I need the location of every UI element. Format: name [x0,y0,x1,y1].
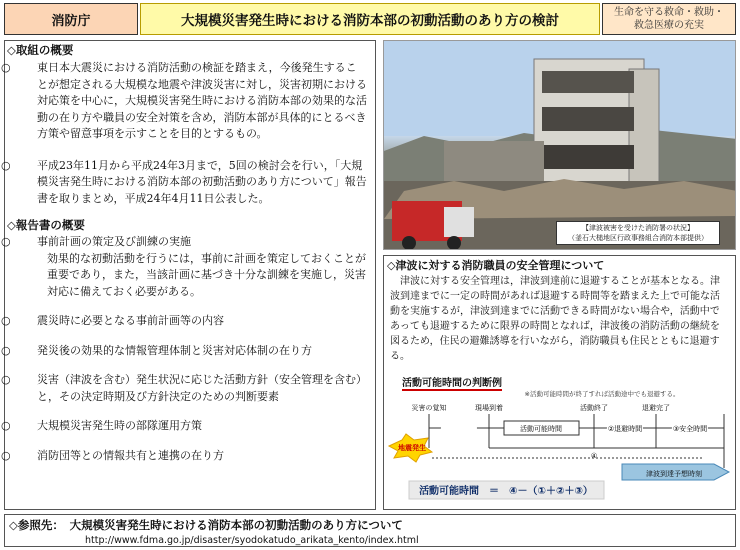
segment-label-3: ②退避時間 [607,425,643,433]
photo-caption [556,221,720,245]
reference-panel [4,514,736,547]
bullet-mark: ○ [1,419,11,432]
bullet-mark: ○ [1,235,11,248]
safety-heading: ◇津波に対する消防職員の安全管理について [387,259,605,272]
photo-illustration [384,41,736,250]
bullet-mark: ○ [1,448,11,462]
report-item-1-text: 事前計画の策定及び訓練の実施 [37,235,191,248]
segment-label-4: ③安全時間 [672,425,708,433]
damaged-fire-station-photo [383,40,736,250]
span-label: ④ [590,452,598,460]
segment-label-2: 活動可能時間 [520,425,562,433]
event-label-1: 災害の覚知 [411,404,447,412]
reference-url[interactable]: http://www.fdma.go.jp/disaster/syodokatudo_arikata_kento/index.html [85,535,419,546]
report-item-3-text: 発災後の効果的な情報管理体制と災害対応体制の在り方 [37,343,312,357]
overview-text-2: 平成23年11月から平成24年3月まで，5回の検討会を行い，「大規模災害発生時における消防本部の初動活動のあり方について」報告書を取りまとめ，平成24年4月11日公表した。 [37,158,367,205]
bullet-mark: ○ [1,314,11,327]
report-item-5-text: 大規模災害発生時の部隊運用方策 [37,419,202,432]
bullet-mark: ○ [1,343,11,357]
segment-label-1: ①出動時間 [441,425,477,433]
report-heading: ◇報告書の概要 [7,218,85,232]
report-item-3 [1,343,375,360]
report-item-1-sub: 効果的な初動活動を行うには，事前に計画を策定しておくことが重要であり，また，当該計画に基づき十分な訓練を実施し，災害対応に備えておく必要がある。 [47,251,366,298]
activity-time-diagram [384,388,737,508]
page-title: 大規模災害発生時における消防本部の初動活動のあり方の検討 [140,3,600,35]
diagram-title: 活動可能時間の判断例 [402,374,502,391]
photo-caption-line-2: （釜石大槌地区行政事務組合消防本部提供） [568,234,708,242]
earthquake-label: 地震発生 [398,444,426,452]
event-label-4: 退避完了 [642,404,670,412]
overview-heading: ◇取組の概要 [7,43,74,57]
report-item-2 [1,313,375,330]
event-label-3: 活動終了 [580,404,608,412]
diagram-note: ※活動可能時間が終了すれば活動途中でも退避する。 [524,390,680,398]
safety-text: 津波に対する安全管理は，津波到達前に退避することが基本となる。津波到達までに一定の時間があれば退避する時間等を踏まえた上で可能な活動を実施するが，津波到達までに活動できる時間がない場合や，活動中であっても退避するために限界の時間となれば，津波後の消防活動の継続を図るため，住民の避難誘導を行いながら，消防職員も住民とともに退避する。 [390,276,720,362]
report-item-1-detail [5,251,375,301]
overview-paragraph-1 [1,60,375,143]
event-label-2: 現場到着 [475,404,503,412]
report-item-6-text: 消防団等との情報共有と連携の在り方 [37,448,224,462]
report-item-6 [1,448,375,465]
category-label [602,3,736,35]
report-item-4-text: 災害（津波を含む）発生状況に応じた活動方針（安全管理を含む）と，その決定時期及び方針決定のための判断要素 [37,373,367,403]
report-item-1 [1,234,375,251]
reference-heading: ◇参照先： 大規模災害発生時における消防本部の初動活動のあり方について [9,518,403,532]
category-line-2: 救急医療の充実 [634,20,704,31]
report-item-2-text: 震災時に必要となる事前計画等の内容 [37,314,224,327]
overview-text-1: 東日本大震災における消防活動の検証を踏まえ，今後発生することが想定される大規模な地震や津波災害に対し，災害初期における対応策を中心に，大規模災害発生時における消防本部の効果的な活動の在り方や職員の安全対策を含め，消防本部が具体的にとるべき方策や留意事項を示すことを目的とするもの。 [37,61,367,140]
report-item-5 [1,418,375,435]
bullet-mark: ○ [1,373,11,386]
header-bar [4,3,736,35]
agency-label: 消防庁 [4,3,138,35]
bullet-mark: ○ [1,61,11,74]
report-item-4 [1,372,375,405]
tsunami-label: 津波到達予想時刻 [646,470,702,478]
left-panel [1,40,376,510]
safety-panel [383,255,736,510]
category-line-1: 生命を守る救命・救助・ [614,7,724,18]
photo-caption-line-1: 【津波被害を受けた消防署の状況】 [582,224,694,232]
formula-text: 活動可能時間 ＝ ④－（①＋②＋③） [419,486,593,497]
overview-paragraph-2 [1,158,375,208]
bullet-mark: ○ [1,158,11,172]
